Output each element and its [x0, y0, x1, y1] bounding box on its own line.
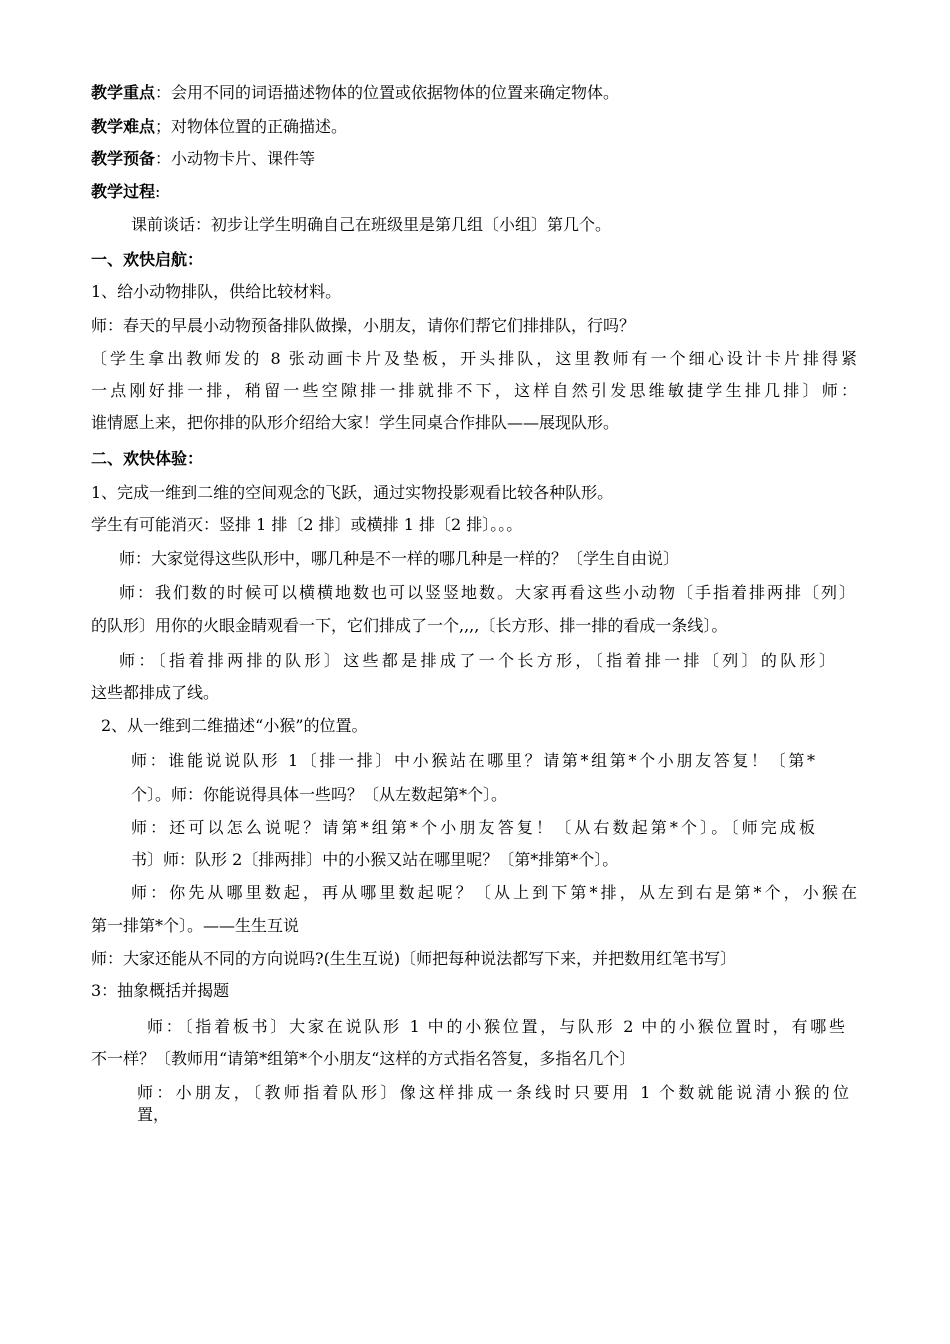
teaching-process-text: : [155, 182, 161, 201]
section-1-paragraph-line: 一点刚好排一排，稍留一些空隙排一排就排不下，这样自然引发思维敏捷学生排几排〕师： [91, 381, 857, 400]
section-2-teacher-line: 书〕师：队形 2〔排两排〕中的小猴又站在哪里呢？〔第*排第*个〕。 [131, 850, 619, 869]
section-3-teacher-line: 师：〔指着板书〕大家在说队形 1 中的小猴位置，与队形 2 中的小猴位置时，有哪些 [147, 1017, 845, 1036]
teaching-preparation [91, 148, 315, 170]
section-1-paragraph-line: 〔学生拿出教师发的 8 张动画卡片及垫板，开头排队，这里教师有一个细心设计卡片排得紧 [91, 349, 857, 368]
section-2-teacher-line: 师：你先从哪里数起，再从哪里数起呢？〔从上到下第*排，从左到右是第*个，小猴在 [131, 883, 857, 902]
teaching-focus-text: ：会用不同的词语描述物体的位置或依据物体的位置来确定物体。 [155, 83, 620, 102]
section-1-heading: 一、欢快启航： [91, 250, 204, 269]
section-2-item-2: 2、从一维到二维描述“小猴”的位置。 [101, 716, 368, 735]
section-1-paragraph-line: 谁情愿上来，把你排的队形介绍给大家！学生同桌合作排队——展现队形。 [91, 413, 620, 432]
section-3-teacher-line: 置， [137, 1105, 170, 1124]
teaching-focus-label: 教学重点 [91, 83, 156, 102]
teaching-focus [91, 82, 619, 104]
section-2-teacher-line: 师：我们数的时候可以横横地数也可以竖竖地数。大家再看这些小动物〔手指着排两排〔列〕 [119, 583, 855, 602]
section-3-teacher-line: 不一样？〔教师用“请第*组第*个小朋友“这样的方式指名答复，多指名几个〕 [91, 1049, 636, 1068]
intro-talk: 课前谈话：初步让学生明确自己在班级里是第几组〔小组〕第几个。 [131, 215, 612, 234]
section-2-teacher-line: 的队形〕用你的火眼金睛观看一下，它们排成了一个,,,,〔长方形、排一排的看成一条线〕。 [91, 616, 728, 635]
section-2-teacher-line: 第一排第*个〕。——生生互说 [91, 916, 300, 935]
teaching-process [91, 181, 160, 203]
section-2-teacher-line: 这些都排成了线。 [91, 683, 220, 702]
section-2-teacher-line: 师：还可以怎么说呢？请第*组第*个小朋友答复！〔从右数起第*个〕。〔师完成板 [131, 818, 815, 837]
teaching-process-label: 教学过程 [91, 182, 156, 201]
section-3-teacher-line: 师：小朋友，〔教师指着队形〕像这样排成一条线时只要用 1 个数就能说清小猴的位 [137, 1083, 849, 1102]
teaching-preparation-text: ：小动物卡片、课件等 [155, 149, 316, 168]
section-2-teacher-line: 师：谁能说说队形 1〔排一排〕中小猴站在哪里？请第*组第*个小朋友答复！〔第* [131, 751, 815, 770]
teaching-difficulty-text: ；对物体位置的正确描述。 [155, 117, 348, 136]
section-2-heading: 二、欢快体验： [91, 449, 204, 468]
section-2-teacher-line: 师：大家觉得这些队形中，哪几种是不一样的哪几种是一样的？〔学生自由说〕 [119, 549, 680, 568]
teaching-difficulty-label: 教学难点 [91, 117, 156, 136]
section-2-teacher-line: 师：〔指着排两排的队形〕这些都是排成了一个长方形，〔指着排一排〔列〕的队形〕 [119, 651, 835, 670]
teaching-preparation-label: 教学预备 [91, 149, 156, 168]
section-2-item-1: 1、完成一维到二维的空间观念的飞跃，通过实物投影观看比较各种队形。 [91, 483, 614, 502]
section-2-teacher-line: 个〕。师：你能说得具体一些吗？〔从左数起第*个〕。 [131, 785, 508, 804]
section-3-heading: 3：抽象概括并揭题 [91, 981, 230, 1000]
section-2-teacher-line: 师：大家还能从不同的方向说吗?(生生互说)〔师把每种说法都写下来，并把数用红笔书写〕 [91, 949, 737, 968]
section-1-teacher-line: 师：春天的早晨小动物预备排队做操，小朋友，请你们帮它们排排队，行吗？ [91, 316, 636, 335]
section-2-student-line: 学生有可能消灭：竖排 1 排〔2 排〕或横排 1 排〔2 排〕。。。 [91, 515, 523, 534]
teaching-difficulty [91, 116, 347, 138]
section-1-item-1: 1、给小动物排队，供给比较材料。 [91, 282, 342, 301]
